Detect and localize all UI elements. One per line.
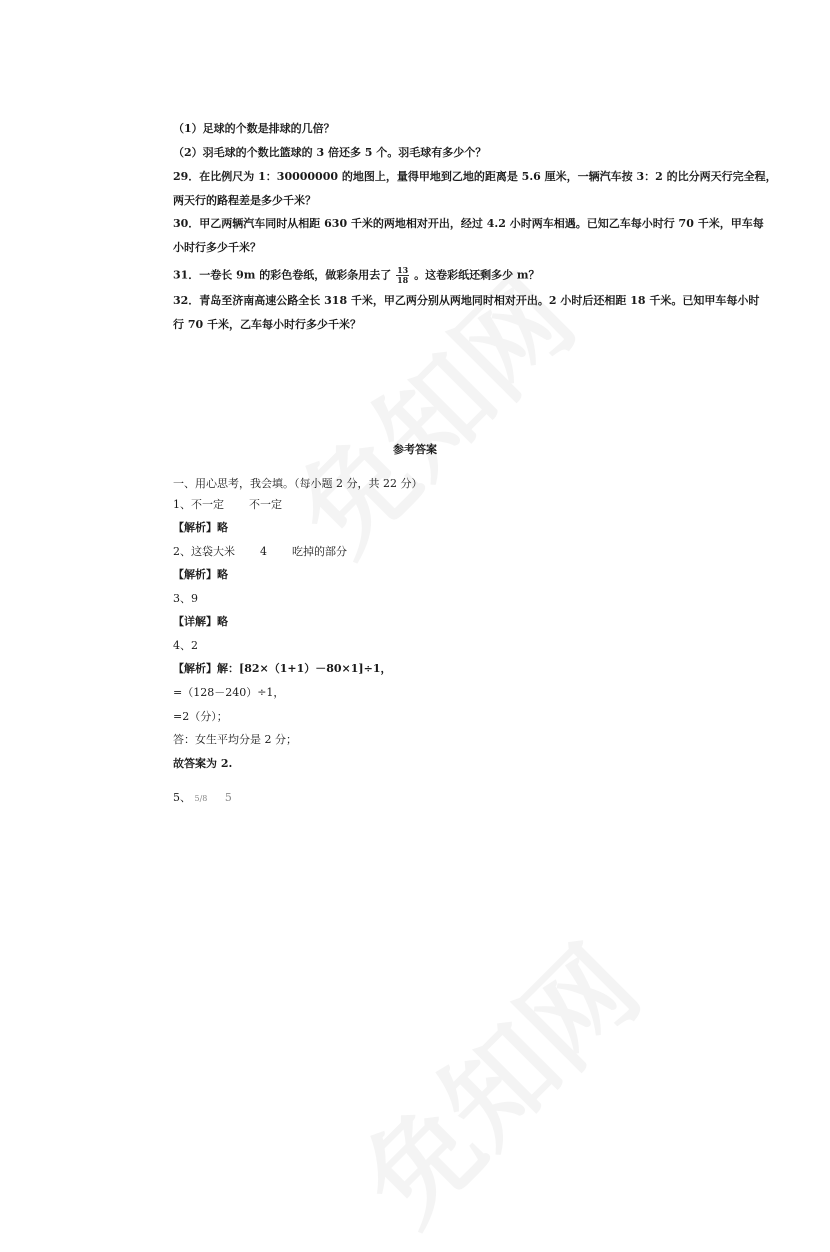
question-31 [173,266,540,285]
answer-2 [173,545,347,559]
fraction-denominator: 18 [397,275,409,285]
answer-5-fraction: 5/8 [194,794,208,803]
answer-2-end: 吃掉的部分 [292,545,347,558]
answer-4-final: 故答案为 2. [173,757,233,770]
answer-3: 3、9 [173,592,198,605]
answer-5-label: 5、 [173,791,191,804]
answer-1-first: 1、不一定 [173,498,224,511]
watermark [257,236,602,581]
section-1-heading: 一、用心思考，我会填。（每小题 2 分，共 22 分） [173,477,423,490]
question-31-text-pre: 31．一卷长 9m 的彩色卷纸，做彩条用去了 [173,268,392,282]
watermark-bottom [322,906,667,1251]
answer-5 [173,791,232,806]
question-28-2: （2）羽毛球的个数比篮球的 3 倍还多 5 个。羽毛球有多少个？ [173,146,487,159]
fraction-numerator: 13 [397,265,409,275]
answer-4-step2: =（128－240）÷1， [173,686,285,699]
answer-4-step3: =2（分）； [173,710,228,723]
question-29-line2: 两天行的路程差是多少千米？ [173,194,316,207]
answer-2-analysis: 【解析】略 [173,568,228,581]
question-29-line1: 29．在比例尺为 1：30000000 的地图上，量得甲地到乙地的距离是 5.6 厘米，一辆汽车按 3：2 的比分两天行完全程， [173,170,777,183]
answer-1 [173,498,282,512]
question-32-line1: 32．青岛至济南高速公路全长 318 千米，甲乙两分别从两地同时相对开出。2 小时后还相距 18 千米。已知甲车每小时 [173,294,760,307]
answer-3-analysis: 【详解】略 [173,615,228,628]
answer-2-mid: 4 [260,545,267,558]
answers-title: 参考答案 [393,443,437,456]
answer-4-answer: 答：女生平均分是 2 分； [173,733,297,746]
question-28-1: （1）足球的个数是排球的几倍？ [173,122,335,135]
answer-5-value: 5 [224,791,232,804]
question-31-fraction [396,266,409,285]
answer-4: 4、2 [173,639,198,652]
answer-1-second: 不一定 [249,498,282,511]
answer-1-analysis: 【解析】略 [173,521,228,534]
question-31-text-post: 。这卷彩纸还剩多少 m？ [414,268,540,282]
answer-2-first: 2、这袋大米 [173,545,235,558]
answer-4-analysis: 【解析】解：[82×（1+1）－80×1]÷1， [173,662,392,675]
question-30-line1: 30．甲乙两辆汽车同时从相距 630 千米的两地相对开出，经过 4.2 小时两车相遇。已知乙车每小时行 70 千米，甲车每 [173,217,764,230]
question-30-line2: 小时行多少千米？ [173,241,261,254]
question-32-line2: 行 70 千米，乙车每小时行多少千米？ [173,318,361,331]
